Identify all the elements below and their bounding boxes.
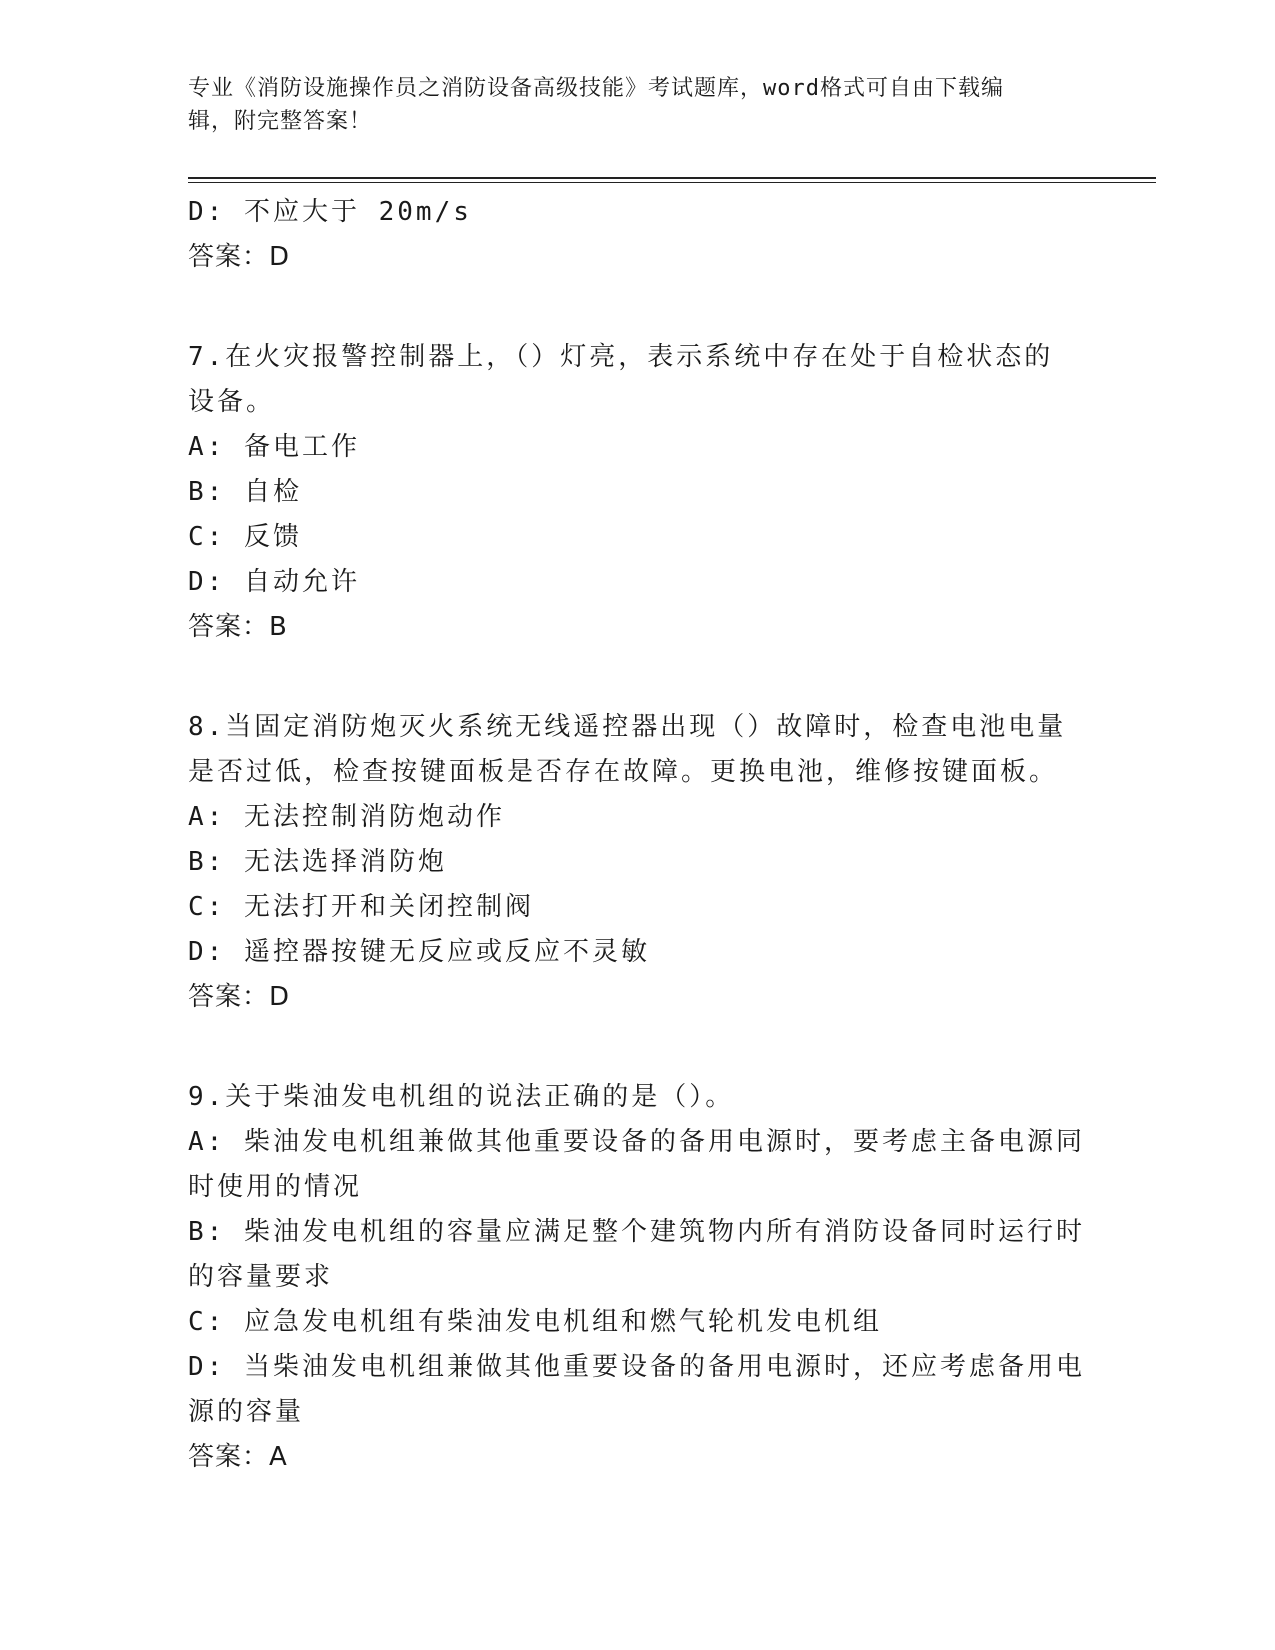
option-b: B: 无法选择消防炮 <box>188 847 447 877</box>
answer-line: 答案：B <box>188 612 288 642</box>
option-b: B: 自检 <box>188 477 302 507</box>
divider-thick <box>188 177 1156 179</box>
answer-line: 答案：D <box>188 982 291 1012</box>
option-a: A: 无法控制消防炮动作 <box>188 802 505 832</box>
page-header <box>188 72 1088 138</box>
option-d: D: 遥控器按键无反应或反应不灵敏 <box>188 937 650 967</box>
question-9 <box>188 1075 1088 1480</box>
option-d: D: 当柴油发电机组兼做其他重要设备的备用电源时，还应考虑备用电 <box>188 1352 1085 1382</box>
answer-line: 答案：A <box>188 1442 288 1472</box>
question-stem: 7.在火灾报警控制器上，（）灯亮，表示系统中存在处于自检状态的 <box>188 342 1054 372</box>
option-d-continued: 源的容量 <box>188 1397 305 1427</box>
question-stem: 是否过低，检查按键面板是否存在故障。更换电池，维修按键面板。 <box>188 757 1059 787</box>
option-c: C: 无法打开和关闭控制阀 <box>188 892 534 922</box>
option-d: D: 不应大于 20m/s <box>188 197 472 227</box>
header-line-2: 辑，附完整答案！ <box>188 109 373 134</box>
question-content <box>188 190 1088 1480</box>
header-line-1: 专业《消防设施操作员之消防设备高级技能》考试题库，word格式可自由下载编 <box>188 76 1004 101</box>
option-a: A: 备电工作 <box>188 432 360 462</box>
option-b-continued: 的容量要求 <box>188 1262 334 1292</box>
header-divider <box>188 177 1156 183</box>
question-stem: 8.当固定消防炮灭火系统无线遥控器出现（）故障时，检查电池电量 <box>188 712 1067 742</box>
option-a-continued: 时使用的情况 <box>188 1172 363 1202</box>
question-stem: 9.关于柴油发电机组的说法正确的是（）。 <box>188 1082 735 1112</box>
option-b: B: 柴油发电机组的容量应满足整个建筑物内所有消防设备同时运行时 <box>188 1217 1085 1247</box>
option-c: C: 应急发电机组有柴油发电机组和燃气轮机发电机组 <box>188 1307 882 1337</box>
question-stem: 设备。 <box>188 387 276 417</box>
question-8 <box>188 705 1088 1020</box>
answer-line: 答案：D <box>188 242 291 272</box>
option-d: D: 自动允许 <box>188 567 360 597</box>
question-7 <box>188 335 1088 650</box>
option-a: A: 柴油发电机组兼做其他重要设备的备用电源时，要考虑主备电源同 <box>188 1127 1085 1157</box>
option-c: C: 反馈 <box>188 522 302 552</box>
divider-thin <box>188 182 1156 183</box>
